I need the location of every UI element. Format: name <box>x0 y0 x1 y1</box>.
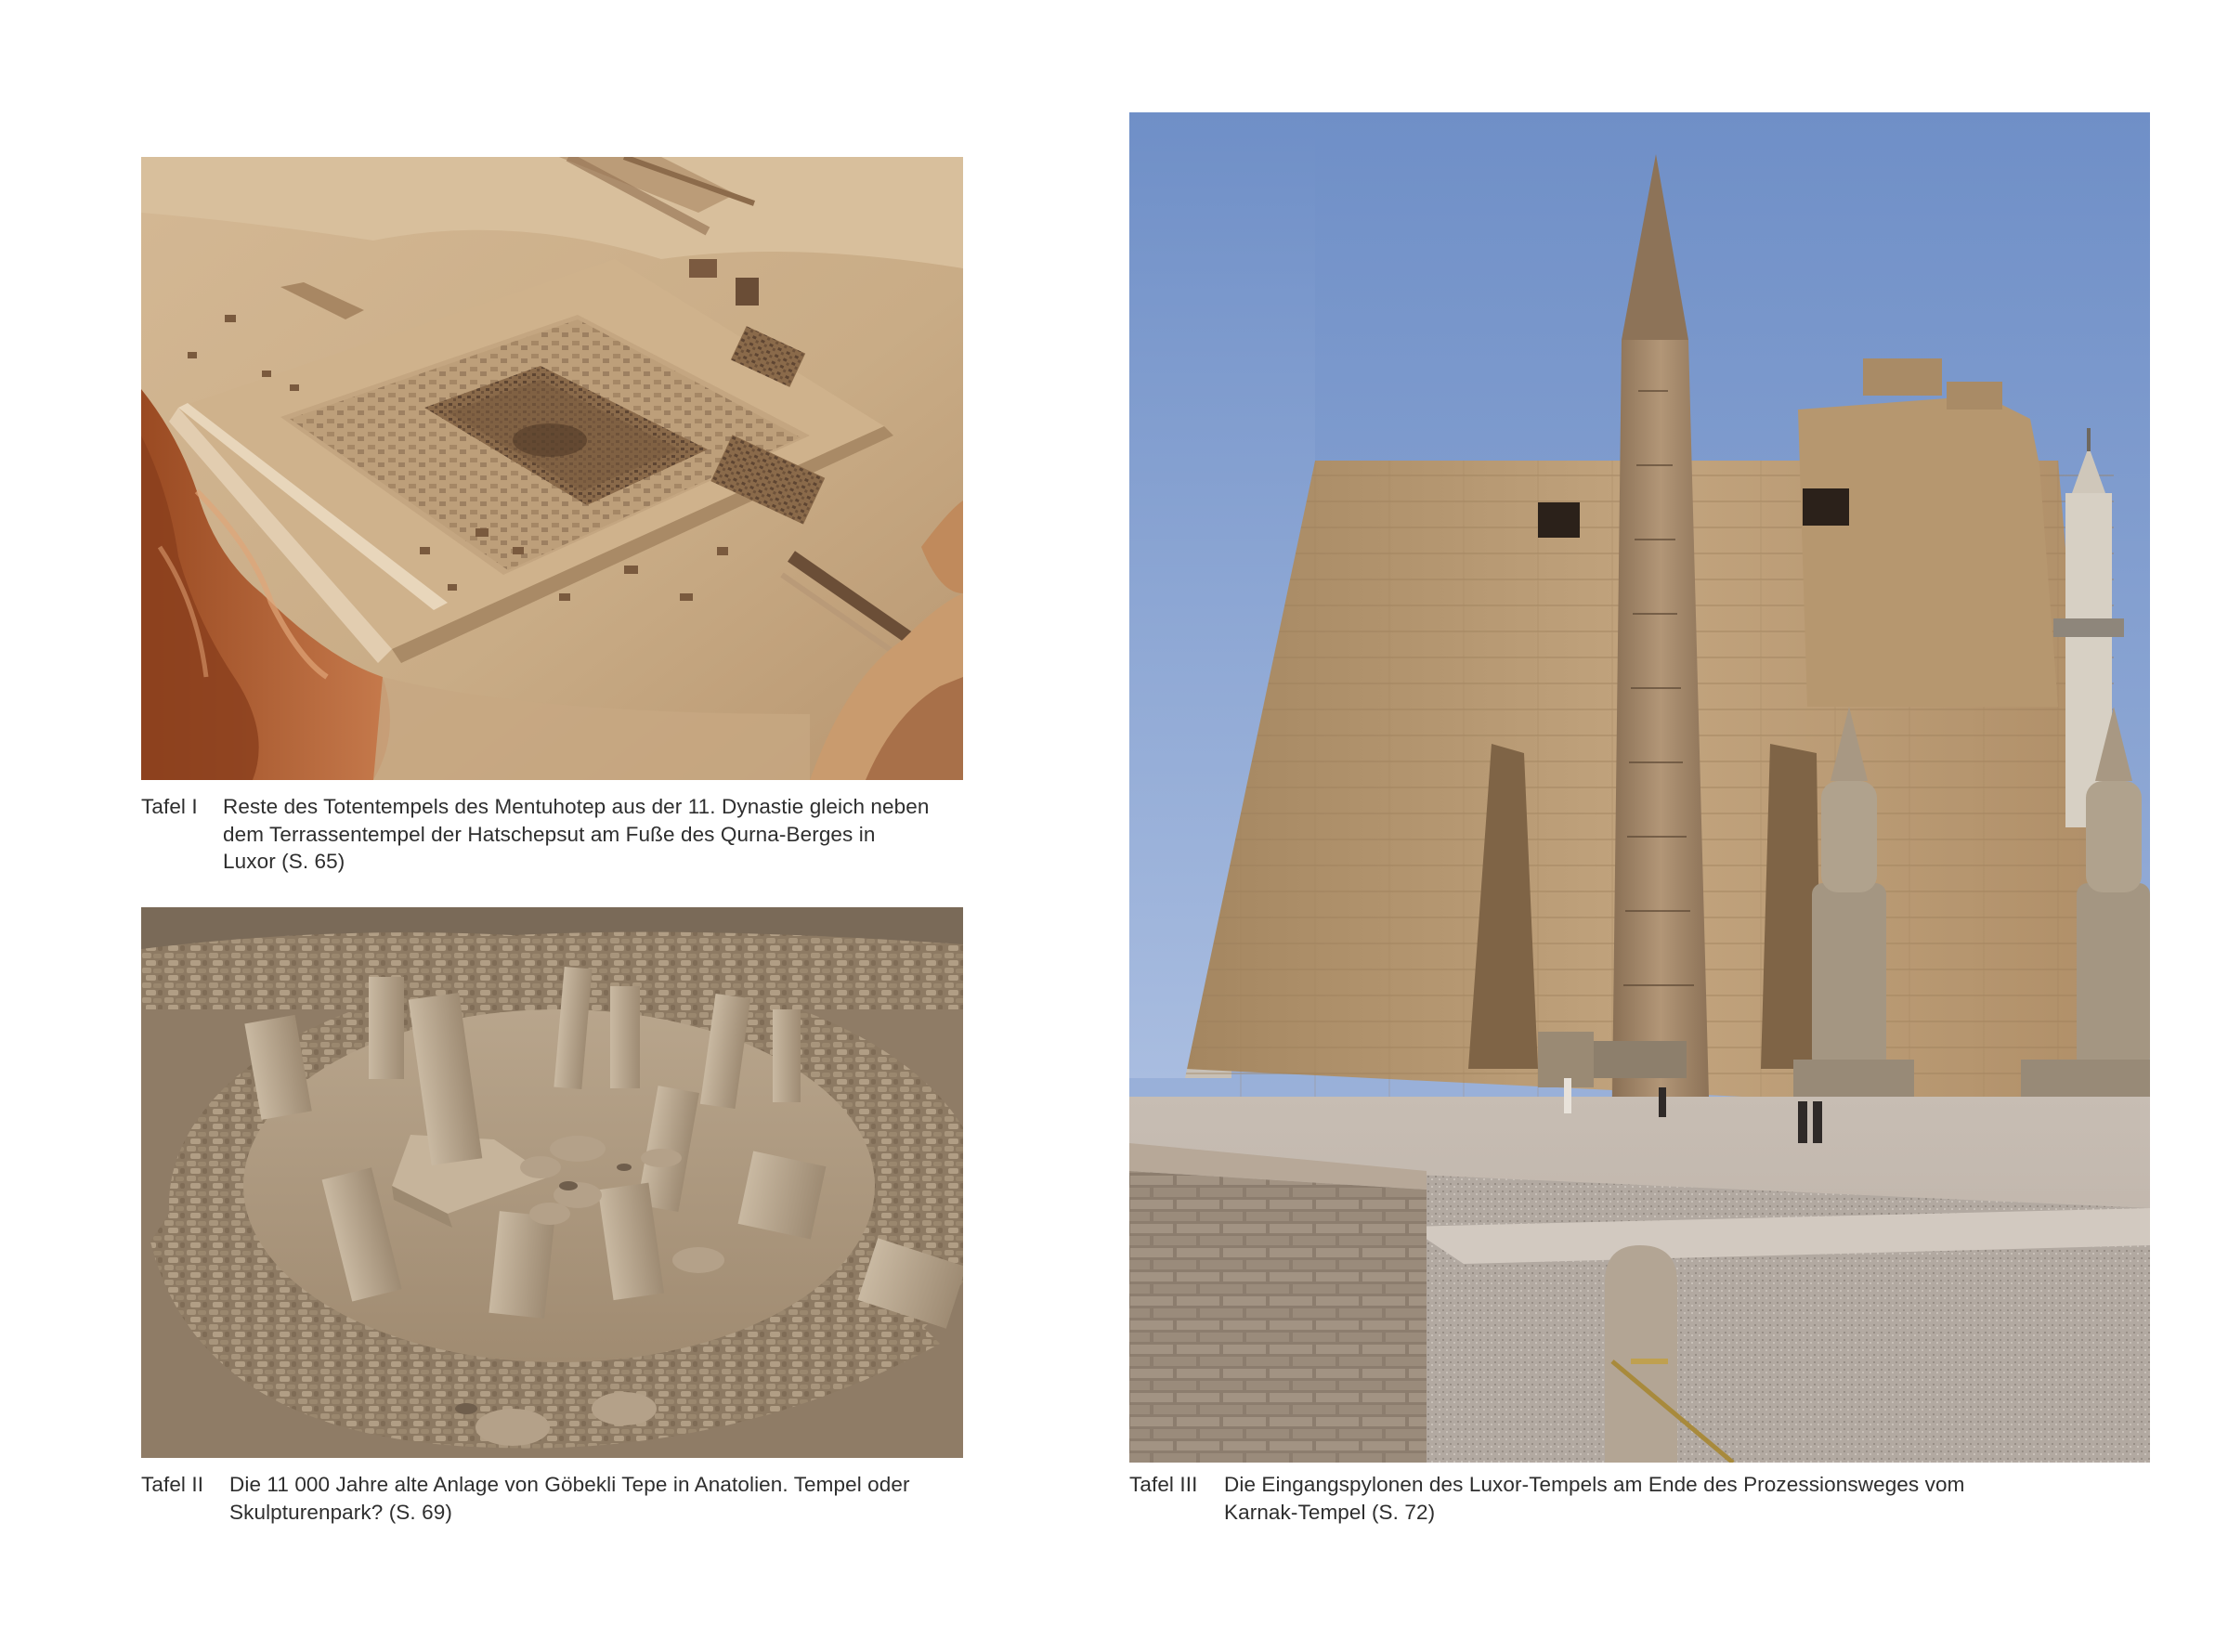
plate-1-caption-text <box>223 793 930 876</box>
caption-line: Die Eingangspylonen des Luxor-Tempels am Ende des Prozessionsweges vom <box>1224 1473 1965 1496</box>
plate-3-label: Tafel III <box>1129 1473 1198 1496</box>
plate-2-label: Tafel II <box>141 1473 204 1496</box>
mentuhotep-temple-photo <box>141 157 963 780</box>
plate-3-caption-text <box>1224 1471 1964 1526</box>
plate-1-label: Tafel I <box>141 795 198 818</box>
caption-line: dem Terrassentempel der Hatschepsut am Fuße des Qurna-Berges in <box>223 822 876 846</box>
plate-2-caption <box>141 1471 968 1528</box>
goebekli-tepe-photo <box>141 907 963 1458</box>
caption-line: Die 11 000 Jahre alte Anlage von Göbekli Tepe in Anatolien. Tempel oder <box>229 1473 910 1496</box>
plate-3-image <box>1129 112 2150 1463</box>
plate-3-caption <box>1129 1471 2058 1528</box>
plate-1-image <box>141 157 963 780</box>
caption-line: Reste des Totentempels des Mentuhotep aus der 11. Dynastie gleich neben <box>223 795 930 818</box>
caption-line: Luxor (S. 65) <box>223 850 345 873</box>
caption-line: Karnak-Tempel (S. 72) <box>1224 1500 1436 1524</box>
plate-2-image <box>141 907 963 1458</box>
caption-line: Skulpturenpark? (S. 69) <box>229 1500 452 1524</box>
luxor-temple-photo <box>1129 112 2150 1463</box>
plate-1-caption <box>141 793 968 881</box>
plate-2-caption-text <box>229 1471 910 1526</box>
